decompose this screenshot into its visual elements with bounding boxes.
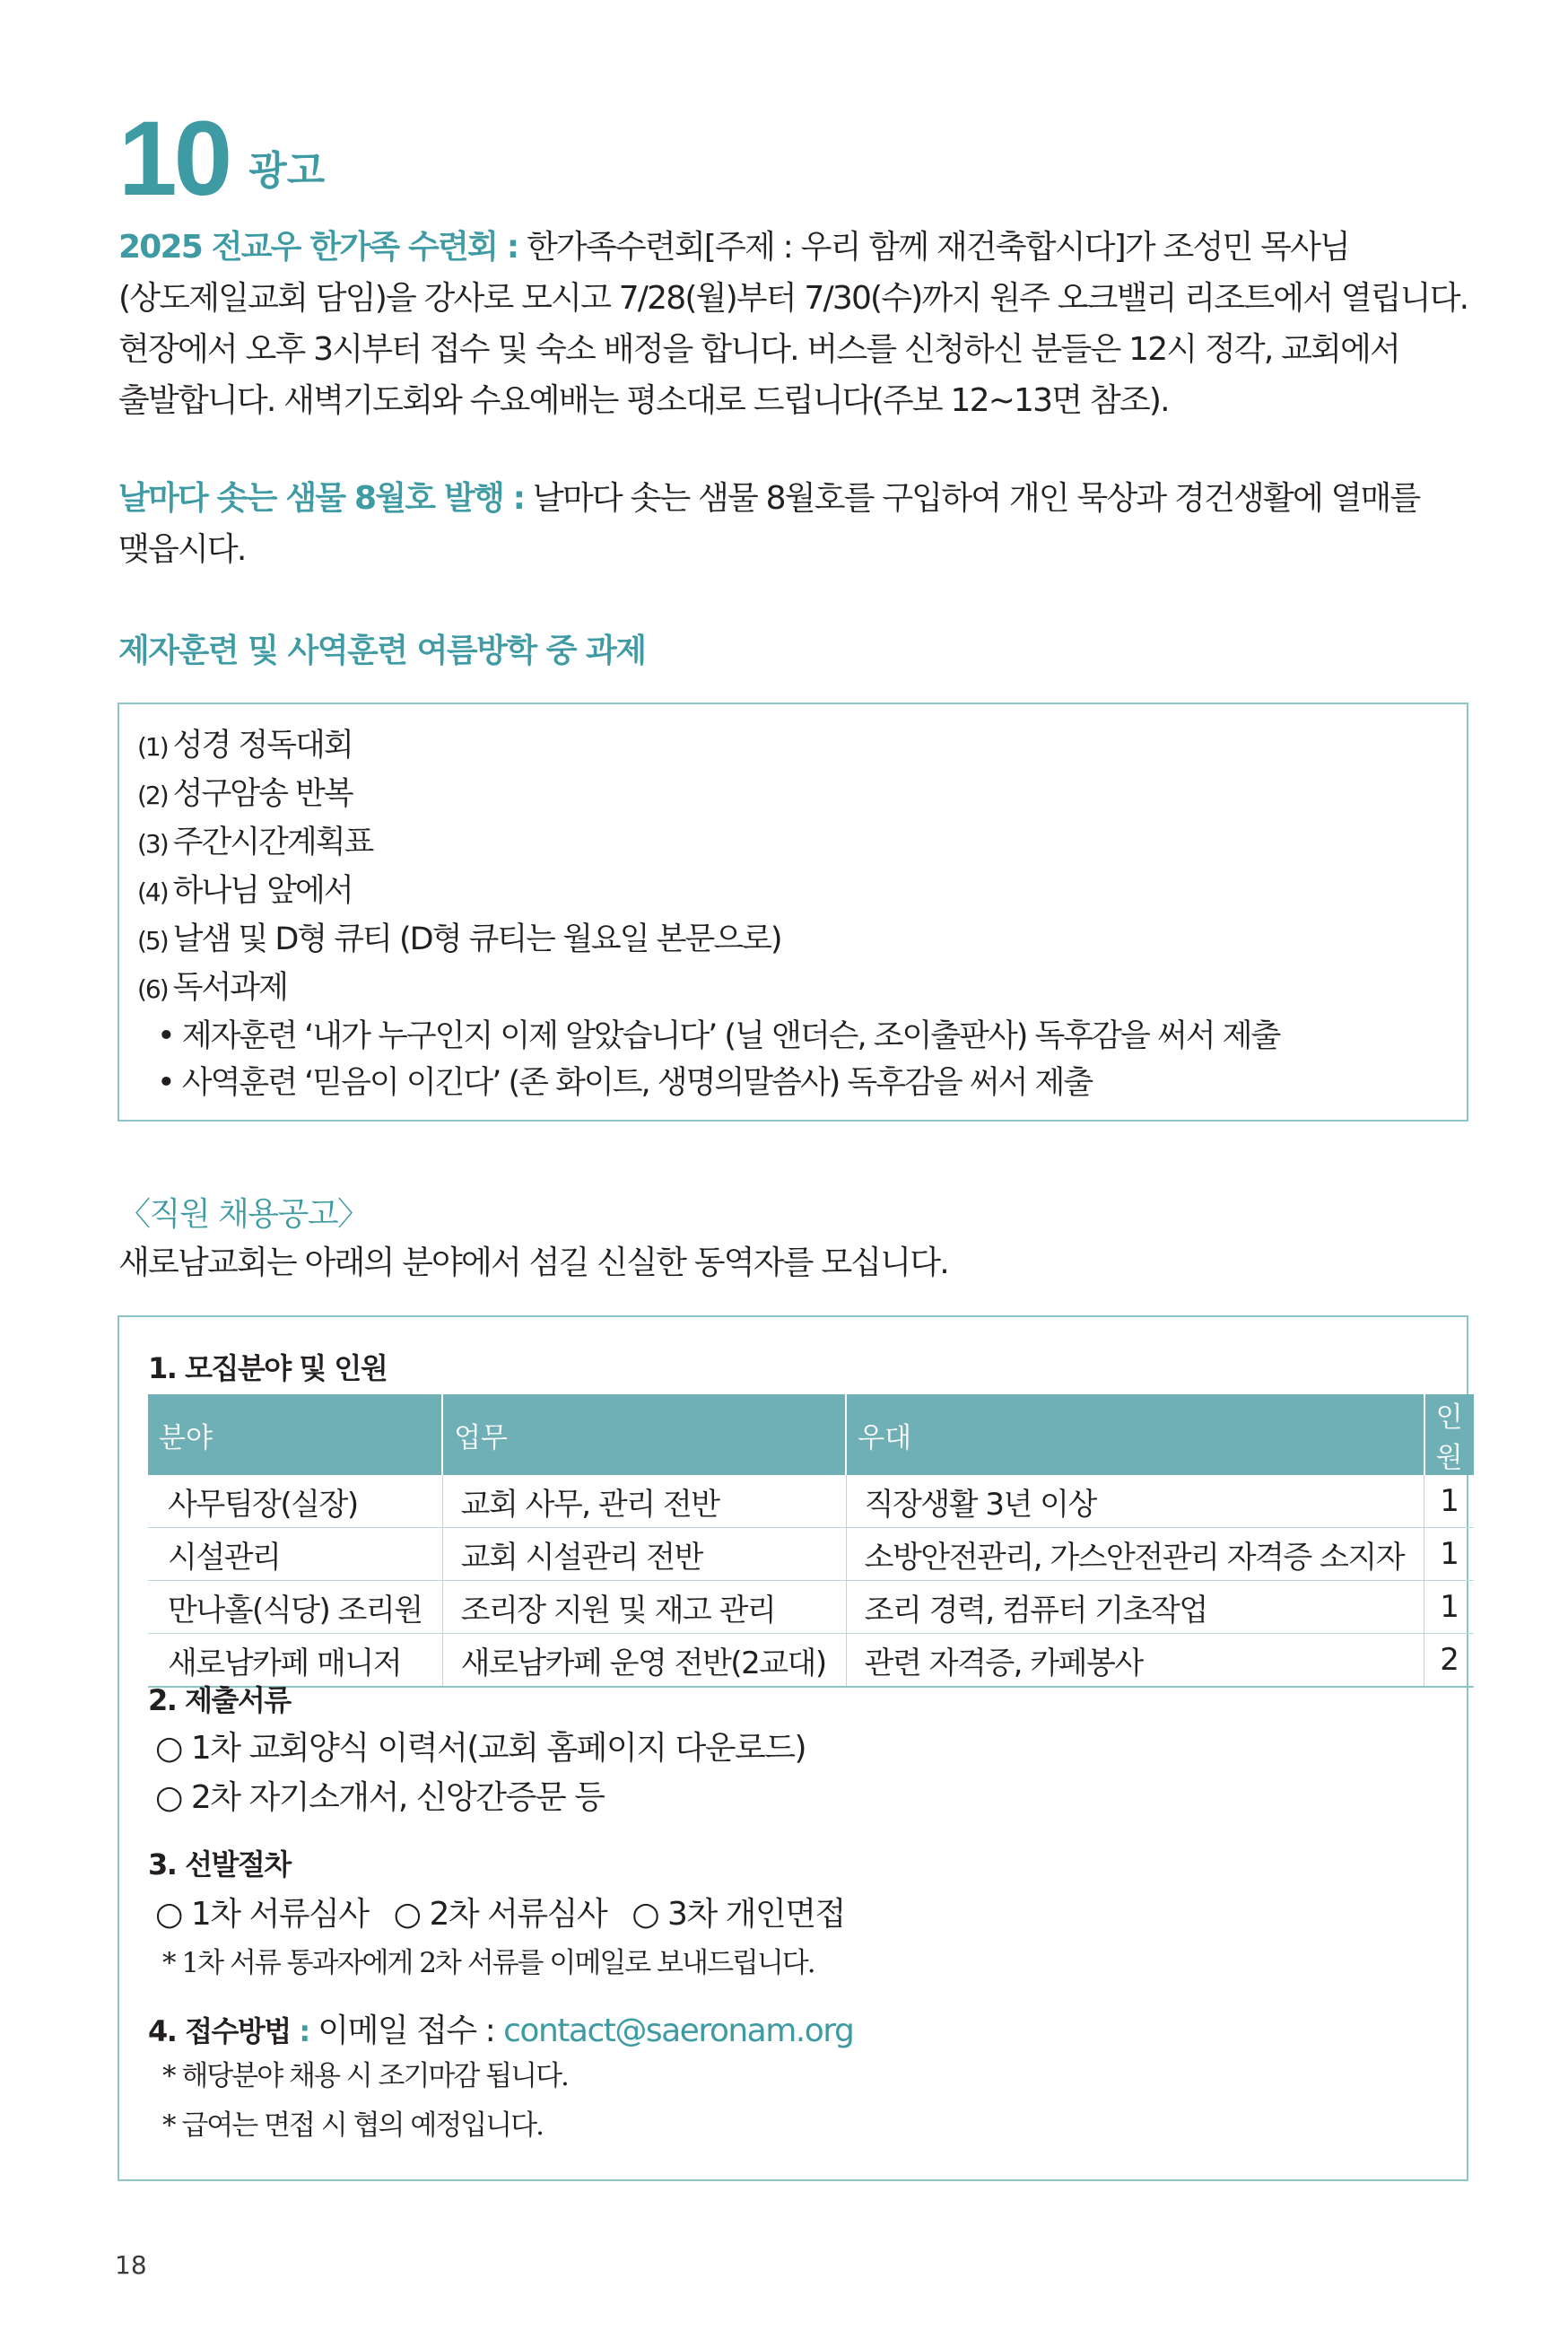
selection-steps (155, 1889, 845, 1934)
notice-text: 날마다 솟는 샘물 8월호를 구입하여 개인 묵상과 경건생활에 열매를 맺읍시다. (118, 480, 1420, 568)
column-header-headcount: 인원 (1424, 1394, 1474, 1475)
list-item (137, 819, 1279, 868)
cell-headcount: 1 (1424, 1528, 1474, 1581)
section-number: 10 (118, 100, 230, 218)
selection-step: ○ 2차 서류심사 (393, 1896, 607, 1933)
cell-duty: 교회 사무, 관리 전반 (442, 1475, 846, 1528)
notice-devotional (118, 473, 1473, 575)
cell-field: 시설관리 (148, 1528, 442, 1581)
list-item (137, 868, 1279, 916)
documents-section-title: 2. 제출서류 (148, 1683, 291, 1717)
item-number: (1) (137, 732, 168, 762)
list-item (137, 771, 1279, 819)
cell-duty: 새로남카페 운영 전반(2교대) (442, 1634, 846, 1688)
item-text: 성구암송 반복 (172, 776, 353, 812)
cell-preference: 직장생활 3년 이상 (846, 1475, 1424, 1528)
cell-field: 만나홀(식당) 조리원 (148, 1581, 442, 1634)
item-number: (6) (137, 974, 168, 1004)
documents-list (155, 1724, 806, 1822)
table-row (148, 1528, 1474, 1581)
cell-duty: 교회 시설관리 전반 (442, 1528, 846, 1581)
section-header (118, 100, 326, 218)
cell-preference: 관련 자격증, 카페봉사 (846, 1634, 1424, 1688)
item-text: 하나님 앞에서 (172, 873, 353, 909)
list-item (137, 916, 1279, 965)
section-title: 광고 (248, 148, 326, 194)
list-item: ○ 2차 자기소개서, 신앙간증문 등 (155, 1779, 605, 1816)
item-text: 주간시간계획표 (172, 825, 373, 860)
salary-note: * 급여는 면접 시 협의 예정입니다. (162, 2109, 543, 2142)
notice-label: 날마다 솟는 샘물 8월호 발행 : (118, 480, 525, 517)
application-label: 4. 접수방법 (148, 2014, 291, 2048)
notice-text: 한가족수련회[주제 : 우리 함께 재건축합시다]가 조성민 목사님(상도제일교회 담임)을 강사로 모시고 7/28(월)부터 7/30(수)까지 원주 오크밸리 리조트에서 열립니다. 현장에서 오후 3시부터 접수 및 숙소 배정을 합니다. 버스를 신청하신 분들은 12시 정각, 교회에서 출발합니다. 새벽기도회와 수요예배는 평소대로 드립니다(주보 12~13면 참조). (118, 229, 1468, 419)
notice-retreat (118, 222, 1473, 426)
table-header-row (148, 1394, 1474, 1475)
list-item: ○ 1차 교회양식 이력서(교회 홈페이지 다운로드) (155, 1730, 806, 1767)
selection-step: ○ 1차 서류심사 (155, 1896, 369, 1933)
hiring-box (118, 1315, 1468, 2181)
table-row (148, 1475, 1474, 1528)
item-text: 성경 정독대회 (172, 728, 353, 764)
item-text: 날샘 및 D형 큐티 (D형 큐티는 월요일 본문으로) (172, 921, 781, 957)
item-number: (4) (137, 877, 168, 907)
item-number: (2) (137, 781, 168, 810)
reading-assignment-discipleship: • 제자훈련 ‘내가 누구인지 이제 알았습니다’ (닐 앤더슨, 조이출판사) 독후감을 써서 제출 (157, 1018, 1280, 1054)
column-header-duty: 업무 (442, 1394, 846, 1475)
cell-duty: 조리장 지원 및 재고 관리 (442, 1581, 846, 1634)
application-method: 이메일 접수 : (318, 2012, 504, 2049)
task-list (137, 722, 1279, 1106)
column-header-field: 분야 (148, 1394, 442, 1475)
column-header-preference: 우대 (846, 1394, 1424, 1475)
cell-headcount: 2 (1424, 1634, 1474, 1688)
contact-email-link[interactable]: contact@saeronam.org (503, 2012, 854, 2049)
list-item (137, 965, 1279, 1013)
item-number: (5) (137, 926, 168, 956)
cell-preference: 조리 경력, 컴퓨터 기초작업 (846, 1581, 1424, 1634)
selection-step: ○ 3차 개인면접 (632, 1896, 845, 1933)
list-item (137, 722, 1279, 771)
hiring-intro: 새로남교회는 아래의 분야에서 섬길 신실한 동역자를 모십니다. (118, 1244, 948, 1281)
positions-table (148, 1394, 1474, 1688)
training-box (118, 703, 1468, 1122)
recruitment-section-title: 1. 모집분야 및 인원 (148, 1351, 388, 1385)
cell-headcount: 1 (1424, 1475, 1474, 1528)
selection-note: * 1차 서류 통과자에게 2차 서류를 이메일로 보내드립니다. (162, 1947, 814, 1979)
item-text: 독서과제 (172, 970, 287, 1006)
cell-field: 새로남카페 매니저 (148, 1634, 442, 1688)
page-number: 18 (115, 2250, 147, 2280)
application-colon: : (290, 2014, 318, 2048)
reading-assignment-ministry: • 사역훈련 ‘믿음이 이긴다’ (존 화이트, 생명의말씀사) 독후감을 써서 제출 (157, 1065, 1093, 1101)
notice-label: 2025 전교우 한가족 수련회 : (118, 229, 518, 266)
early-close-note: * 해당분야 채용 시 조기마감 됩니다. (162, 2060, 568, 2092)
cell-headcount: 1 (1424, 1581, 1474, 1634)
item-number: (3) (137, 829, 168, 859)
hiring-heading: 〈직원 채용공고〉 (118, 1196, 369, 1233)
cell-field: 사무팀장(실장) (148, 1475, 442, 1528)
cell-preference: 소방안전관리, 가스안전관리 자격증 소지자 (846, 1528, 1424, 1581)
selection-section-title: 3. 선발절차 (148, 1847, 291, 1881)
training-heading: 제자훈련 및 사역훈련 여름방학 중 과제 (118, 633, 646, 669)
application-section-title (148, 2005, 853, 2051)
table-row (148, 1634, 1474, 1688)
table-row (148, 1581, 1474, 1634)
